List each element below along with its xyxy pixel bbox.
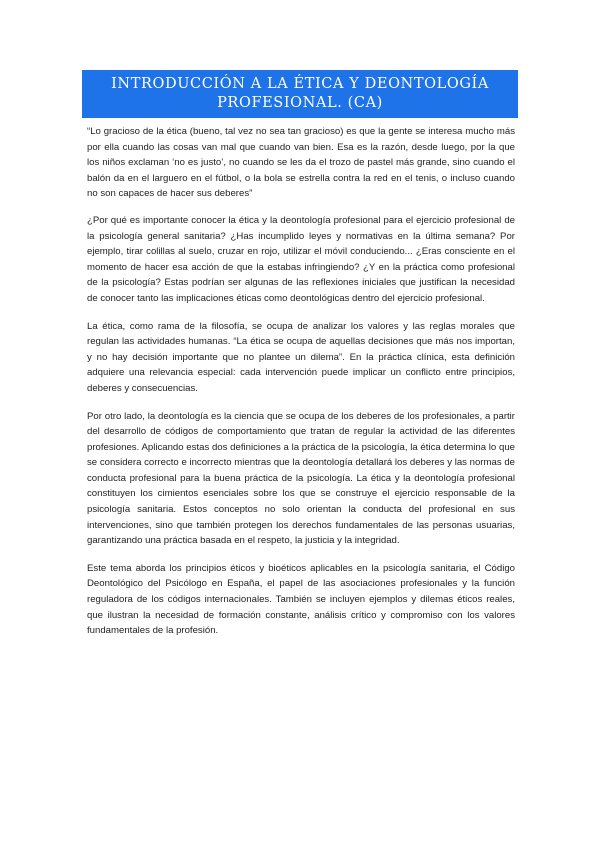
paragraph-topic-scope: Este tema aborda los principios éticos y bioéticos aplicables en la psicología sanitaria, el Código Deontológico del Psicólogo en España, el papel de las asociaciones profesionales y la función reguladora de los códigos internacionales. También se incluyen ejemplos y dilemas éticos reales, que ilustran la necesidad de formación constante, análisis crítico y compromiso con los valores fundamentales de la profesión. — [87, 562, 515, 637]
opening-quote-paragraph: “Lo gracioso de la ética (bueno, tal vez no sea tan gracioso) es que la gente se interesa mucho más por ella cuando las cosas van mal que cuando van bien. Esa es la razón, desde luego, por la que los niños exclaman ‘no es justo’, no cuando se les da el trozo de pastel más grande, sino cuando el balón da en el larguero en el fútbol, o la bola se estrella contra la red en el tenis, o incluso cuando no son capaces de hacer sus deberes” — [87, 126, 515, 200]
document-title-line-2: PROFESIONAL. (CA) — [217, 95, 383, 111]
paragraph-importance: ¿Por qué es importante conocer la ética y la deontología profesional para el ejercicio profesional de la psicología general sanitaria? ¿Has incumplido leyes y normativas en la última semana? Por ejemplo, tirar colillas al suelo, cruzar en rojo, utilizar el móvil conduciendo... ¿Eras consciente en el momento de hacer esa acción de que la estabas infringiendo? ¿Y en la práctica como profesional de la psicología? Estas podrían ser algunas de las reflexiones iniciales que justifican la necesidad de conocer tanto las implicaciones éticas como deontológicas dentro del ejercicio profesional. — [87, 214, 515, 304]
document-body — [87, 124, 515, 651]
paragraph-deontology-definition: Por otro lado, la deontología es la ciencia que se ocupa de los deberes de los profesionales, a partir del desarrollo de códigos de comportamiento que tratan de regular la actividad de las diferentes profesiones. Aplicando estas dos definiciones a la práctica de la psicología, la ética determina lo que se considera correcto e incorrecto mientras que la deontología detallará los deberes y las normas de conducta profesional para la buena práctica de la psicología. La ética y la deontología profesional constituyen los cimientos esenciales sobre los que se construye el ejercicio responsable de la psicología sanitaria. Estos conceptos no solo orientan la conducta del profesional en sus intervenciones, sino que también protegen los derechos fundamentales de las personas usuarias, garantizando una práctica basada en el respeto, la justicia y la integridad. — [87, 410, 515, 547]
paragraph-ethics-definition: La ética, como rama de la filosofía, se ocupa de analizar los valores y las reglas morales que regulan las actividades humanas. “La ética se ocupa de aquellas decisiones que más nos importan, y no hay decisión importante que no plantee un dilema”. En la práctica clínica, esta definición adquiere una relevancia especial: cada intervención puede implicar un conflicto entre principios, deberes y consecuencias. — [87, 320, 515, 394]
title-banner — [82, 70, 518, 118]
document-title-line-1: INTRODUCCIÓN A LA ÉTICA Y DEONTOLOGÍA — [111, 76, 489, 92]
